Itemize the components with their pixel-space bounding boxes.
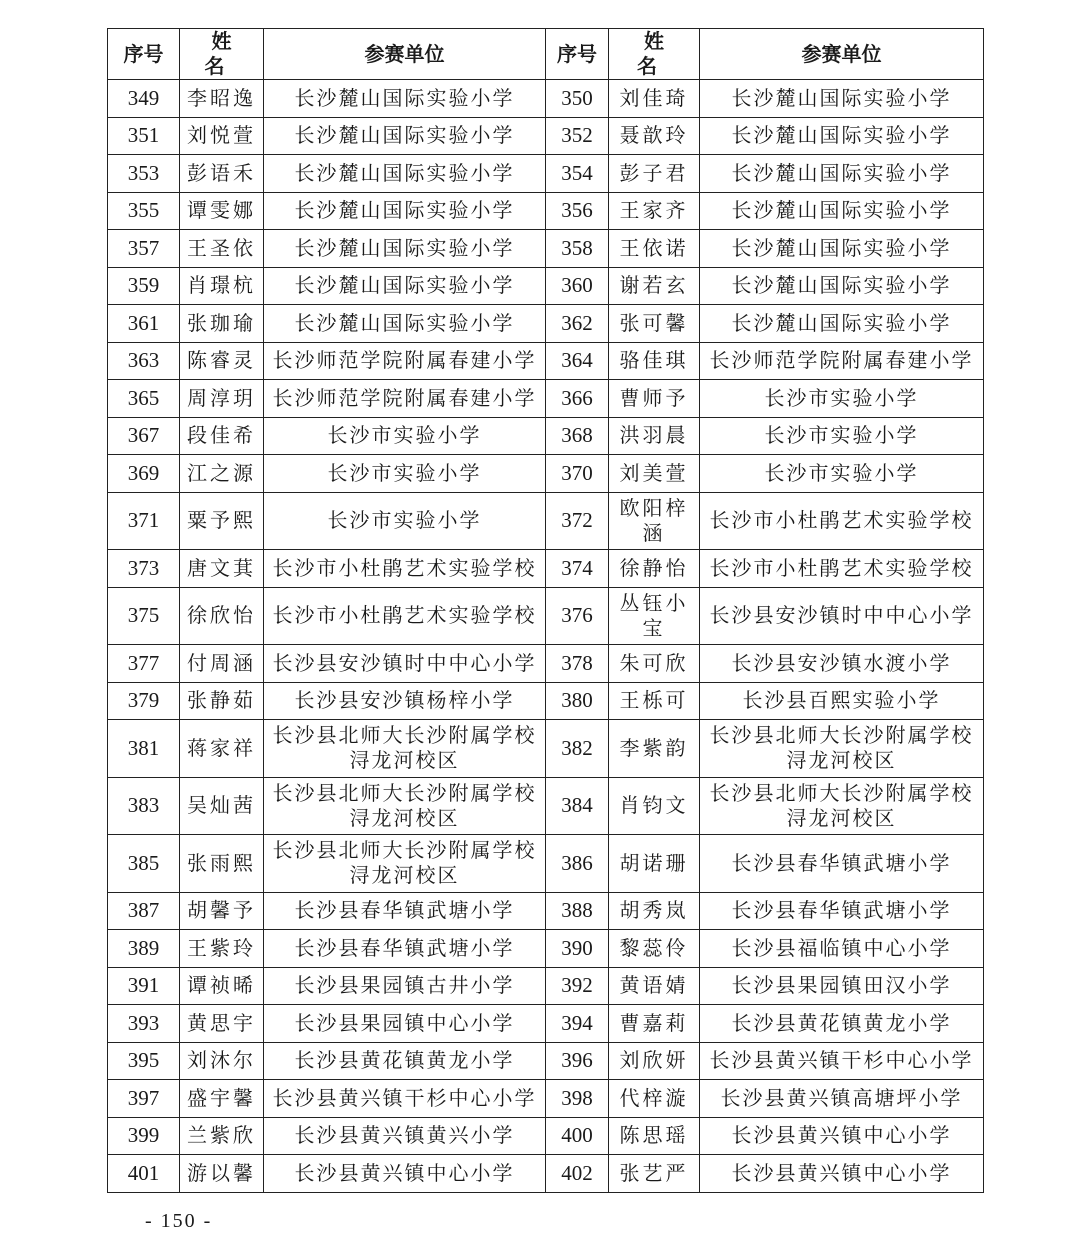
entry-name: 兰紫欣 <box>180 1117 264 1155</box>
entry-unit: 长沙麓山国际实验小学 <box>700 305 984 343</box>
entry-number: 372 <box>546 492 609 550</box>
table-row <box>108 455 984 493</box>
entry-number: 351 <box>108 117 180 155</box>
entry-number: 365 <box>108 380 180 418</box>
entry-unit: 长沙市小杜鹃艺术实验学校 <box>264 587 546 645</box>
entry-name: 胡馨予 <box>180 892 264 930</box>
table-row <box>108 892 984 930</box>
entry-name: 李紫韵 <box>609 720 700 778</box>
entry-number: 397 <box>108 1080 180 1118</box>
entry-name: 欧阳梓涵 <box>609 492 700 550</box>
entry-name: 王紫玲 <box>180 930 264 968</box>
entry-unit: 长沙县黄花镇黄龙小学 <box>264 1042 546 1080</box>
entry-name: 游以馨 <box>180 1155 264 1193</box>
entry-number: 352 <box>546 117 609 155</box>
header-unit: 参赛单位 <box>700 29 984 80</box>
entry-name: 黄语婧 <box>609 967 700 1005</box>
entry-number: 395 <box>108 1042 180 1080</box>
entry-unit: 长沙县福临镇中心小学 <box>700 930 984 968</box>
entry-name: 张可馨 <box>609 305 700 343</box>
entry-unit: 长沙县黄花镇黄龙小学 <box>700 1005 984 1043</box>
entry-number: 374 <box>546 550 609 588</box>
entry-name: 丛钰小宝 <box>609 587 700 645</box>
entry-number: 402 <box>546 1155 609 1193</box>
table-row <box>108 967 984 1005</box>
entry-unit: 长沙麓山国际实验小学 <box>700 267 984 305</box>
entry-number: 396 <box>546 1042 609 1080</box>
entry-name: 陈思瑶 <box>609 1117 700 1155</box>
table-row <box>108 682 984 720</box>
entry-unit: 长沙县黄兴镇中心小学 <box>264 1155 546 1193</box>
entry-number: 353 <box>108 155 180 193</box>
table-row <box>108 80 984 118</box>
entry-number: 391 <box>108 967 180 1005</box>
entry-unit: 长沙县安沙镇水渡小学 <box>700 645 984 683</box>
header-name: 姓 名 <box>609 29 700 80</box>
entry-number: 367 <box>108 417 180 455</box>
entry-name: 唐文萁 <box>180 550 264 588</box>
table-row <box>108 587 984 645</box>
table-row <box>108 267 984 305</box>
entry-unit: 长沙麓山国际实验小学 <box>264 155 546 193</box>
entry-name: 曹嘉莉 <box>609 1005 700 1043</box>
table-row <box>108 417 984 455</box>
entry-number: 401 <box>108 1155 180 1193</box>
entry-number: 392 <box>546 967 609 1005</box>
entry-unit: 长沙县北师大长沙附属学校浔龙河校区 <box>264 835 546 893</box>
entry-unit: 长沙市小杜鹃艺术实验学校 <box>700 492 984 550</box>
entry-number: 398 <box>546 1080 609 1118</box>
table-row <box>108 550 984 588</box>
entry-name: 肖璟杭 <box>180 267 264 305</box>
entry-number: 362 <box>546 305 609 343</box>
entry-name: 张雨熙 <box>180 835 264 893</box>
table-row <box>108 777 984 835</box>
table-row <box>108 1155 984 1193</box>
entry-unit: 长沙师范学院附属春建小学 <box>264 342 546 380</box>
entry-name: 盛宇馨 <box>180 1080 264 1118</box>
entry-number: 400 <box>546 1117 609 1155</box>
entry-unit: 长沙麓山国际实验小学 <box>264 267 546 305</box>
entry-name: 谢若玄 <box>609 267 700 305</box>
entry-unit: 长沙麓山国际实验小学 <box>264 192 546 230</box>
entry-number: 387 <box>108 892 180 930</box>
entry-unit: 长沙县北师大长沙附属学校浔龙河校区 <box>264 720 546 778</box>
entry-name: 付周涵 <box>180 645 264 683</box>
table-row <box>108 492 984 550</box>
table-row <box>108 1005 984 1043</box>
entry-name: 洪羽晨 <box>609 417 700 455</box>
entry-name: 胡诺珊 <box>609 835 700 893</box>
table-row <box>108 155 984 193</box>
entry-number: 360 <box>546 267 609 305</box>
page-number: - 150 - <box>145 1210 213 1232</box>
header-name: 姓 名 <box>180 29 264 80</box>
entry-unit: 长沙市实验小学 <box>264 455 546 493</box>
entry-unit: 长沙县百熙实验小学 <box>700 682 984 720</box>
entry-unit: 长沙县果园镇中心小学 <box>264 1005 546 1043</box>
entry-number: 369 <box>108 455 180 493</box>
entry-number: 389 <box>108 930 180 968</box>
table-row <box>108 930 984 968</box>
entry-name: 刘悦萱 <box>180 117 264 155</box>
entry-unit: 长沙麓山国际实验小学 <box>700 192 984 230</box>
table-row <box>108 192 984 230</box>
entry-unit: 长沙县果园镇田汉小学 <box>700 967 984 1005</box>
entry-number: 355 <box>108 192 180 230</box>
entry-unit: 长沙麓山国际实验小学 <box>700 155 984 193</box>
entry-unit: 长沙县黄兴镇黄兴小学 <box>264 1117 546 1155</box>
entry-name: 周淳玥 <box>180 380 264 418</box>
entry-unit: 长沙市小杜鹃艺术实验学校 <box>700 550 984 588</box>
entry-unit: 长沙县安沙镇时中中心小学 <box>264 645 546 683</box>
entry-unit: 长沙麓山国际实验小学 <box>700 117 984 155</box>
entry-name: 代梓漩 <box>609 1080 700 1118</box>
entry-name: 陈睿灵 <box>180 342 264 380</box>
entry-unit: 长沙麓山国际实验小学 <box>264 230 546 268</box>
entry-number: 390 <box>546 930 609 968</box>
entry-unit: 长沙县北师大长沙附属学校浔龙河校区 <box>700 720 984 778</box>
entry-name: 王家齐 <box>609 192 700 230</box>
entry-unit: 长沙县果园镇古井小学 <box>264 967 546 1005</box>
entry-name: 谭雯娜 <box>180 192 264 230</box>
entry-name: 段佳希 <box>180 417 264 455</box>
entry-name: 吴灿茜 <box>180 777 264 835</box>
table-row <box>108 342 984 380</box>
entry-name: 彭语禾 <box>180 155 264 193</box>
entry-number: 349 <box>108 80 180 118</box>
entry-number: 376 <box>546 587 609 645</box>
entry-unit: 长沙市小杜鹃艺术实验学校 <box>264 550 546 588</box>
entry-unit: 长沙县春华镇武塘小学 <box>700 892 984 930</box>
entry-name: 朱可欣 <box>609 645 700 683</box>
entry-number: 356 <box>546 192 609 230</box>
header-row <box>108 29 984 80</box>
entry-name: 蒋家祥 <box>180 720 264 778</box>
entry-unit: 长沙县北师大长沙附属学校浔龙河校区 <box>264 777 546 835</box>
entry-name: 王依诺 <box>609 230 700 268</box>
entry-unit: 长沙市实验小学 <box>700 417 984 455</box>
entry-number: 385 <box>108 835 180 893</box>
entry-unit: 长沙麓山国际实验小学 <box>700 230 984 268</box>
header-unit: 参赛单位 <box>264 29 546 80</box>
entry-unit: 长沙市实验小学 <box>264 417 546 455</box>
table-row <box>108 645 984 683</box>
entry-name: 刘美萱 <box>609 455 700 493</box>
entry-unit: 长沙市实验小学 <box>264 492 546 550</box>
table-row <box>108 1080 984 1118</box>
entry-number: 379 <box>108 682 180 720</box>
entry-number: 394 <box>546 1005 609 1043</box>
entry-unit: 长沙县黄兴镇干杉中心小学 <box>700 1042 984 1080</box>
entry-name: 黎蕊伶 <box>609 930 700 968</box>
entry-name: 胡秀岚 <box>609 892 700 930</box>
entry-number: 358 <box>546 230 609 268</box>
entry-name: 徐静怡 <box>609 550 700 588</box>
entry-name: 谭祯晞 <box>180 967 264 1005</box>
entry-number: 370 <box>546 455 609 493</box>
entry-number: 399 <box>108 1117 180 1155</box>
entry-number: 378 <box>546 645 609 683</box>
entry-unit: 长沙麓山国际实验小学 <box>264 305 546 343</box>
entry-unit: 长沙师范学院附属春建小学 <box>700 342 984 380</box>
table-row <box>108 720 984 778</box>
entry-number: 381 <box>108 720 180 778</box>
entry-number: 388 <box>546 892 609 930</box>
entry-number: 382 <box>546 720 609 778</box>
entry-number: 375 <box>108 587 180 645</box>
entry-name: 彭子君 <box>609 155 700 193</box>
entry-unit: 长沙麓山国际实验小学 <box>700 80 984 118</box>
participant-table <box>107 28 984 1193</box>
entry-unit: 长沙县黄兴镇中心小学 <box>700 1155 984 1193</box>
entry-name: 张珈瑜 <box>180 305 264 343</box>
entry-number: 366 <box>546 380 609 418</box>
entry-name: 刘沐尔 <box>180 1042 264 1080</box>
entry-name: 王栎可 <box>609 682 700 720</box>
entry-unit: 长沙县春华镇武塘小学 <box>264 892 546 930</box>
entry-number: 361 <box>108 305 180 343</box>
entry-unit: 长沙县安沙镇时中中心小学 <box>700 587 984 645</box>
entry-number: 386 <box>546 835 609 893</box>
entry-name: 徐欣怡 <box>180 587 264 645</box>
entry-name: 江之源 <box>180 455 264 493</box>
table-row <box>108 230 984 268</box>
entry-unit: 长沙县春华镇武塘小学 <box>264 930 546 968</box>
table-row <box>108 1042 984 1080</box>
entry-unit: 长沙市实验小学 <box>700 455 984 493</box>
entry-unit: 长沙县黄兴镇高塘坪小学 <box>700 1080 984 1118</box>
entry-number: 359 <box>108 267 180 305</box>
entry-number: 354 <box>546 155 609 193</box>
entry-name: 骆佳琪 <box>609 342 700 380</box>
entry-unit: 长沙师范学院附属春建小学 <box>264 380 546 418</box>
entry-name: 肖钧文 <box>609 777 700 835</box>
entry-number: 383 <box>108 777 180 835</box>
entry-name: 刘欣妍 <box>609 1042 700 1080</box>
table-row <box>108 380 984 418</box>
entry-number: 357 <box>108 230 180 268</box>
entry-unit: 长沙市实验小学 <box>700 380 984 418</box>
table-row <box>108 305 984 343</box>
header-no: 序号 <box>546 29 609 80</box>
entry-name: 曹师予 <box>609 380 700 418</box>
header-no: 序号 <box>108 29 180 80</box>
entry-name: 王圣依 <box>180 230 264 268</box>
entry-unit: 长沙麓山国际实验小学 <box>264 80 546 118</box>
entry-unit: 长沙县黄兴镇干杉中心小学 <box>264 1080 546 1118</box>
entry-unit: 长沙县安沙镇杨梓小学 <box>264 682 546 720</box>
entry-number: 350 <box>546 80 609 118</box>
entry-number: 363 <box>108 342 180 380</box>
entry-number: 373 <box>108 550 180 588</box>
entry-number: 380 <box>546 682 609 720</box>
entry-unit: 长沙县北师大长沙附属学校浔龙河校区 <box>700 777 984 835</box>
entry-name: 刘佳琦 <box>609 80 700 118</box>
entry-name: 李昭逸 <box>180 80 264 118</box>
entry-name: 张静茹 <box>180 682 264 720</box>
entry-number: 364 <box>546 342 609 380</box>
entry-name: 聂歆玲 <box>609 117 700 155</box>
entry-name: 黄思宇 <box>180 1005 264 1043</box>
entry-number: 371 <box>108 492 180 550</box>
entry-number: 393 <box>108 1005 180 1043</box>
entry-name: 粟予熙 <box>180 492 264 550</box>
entry-number: 377 <box>108 645 180 683</box>
entry-unit: 长沙县黄兴镇中心小学 <box>700 1117 984 1155</box>
entry-name: 张艺严 <box>609 1155 700 1193</box>
table-row <box>108 1117 984 1155</box>
entry-number: 368 <box>546 417 609 455</box>
entry-number: 384 <box>546 777 609 835</box>
entry-unit: 长沙麓山国际实验小学 <box>264 117 546 155</box>
table-row <box>108 117 984 155</box>
table-row <box>108 835 984 893</box>
entry-unit: 长沙县春华镇武塘小学 <box>700 835 984 893</box>
